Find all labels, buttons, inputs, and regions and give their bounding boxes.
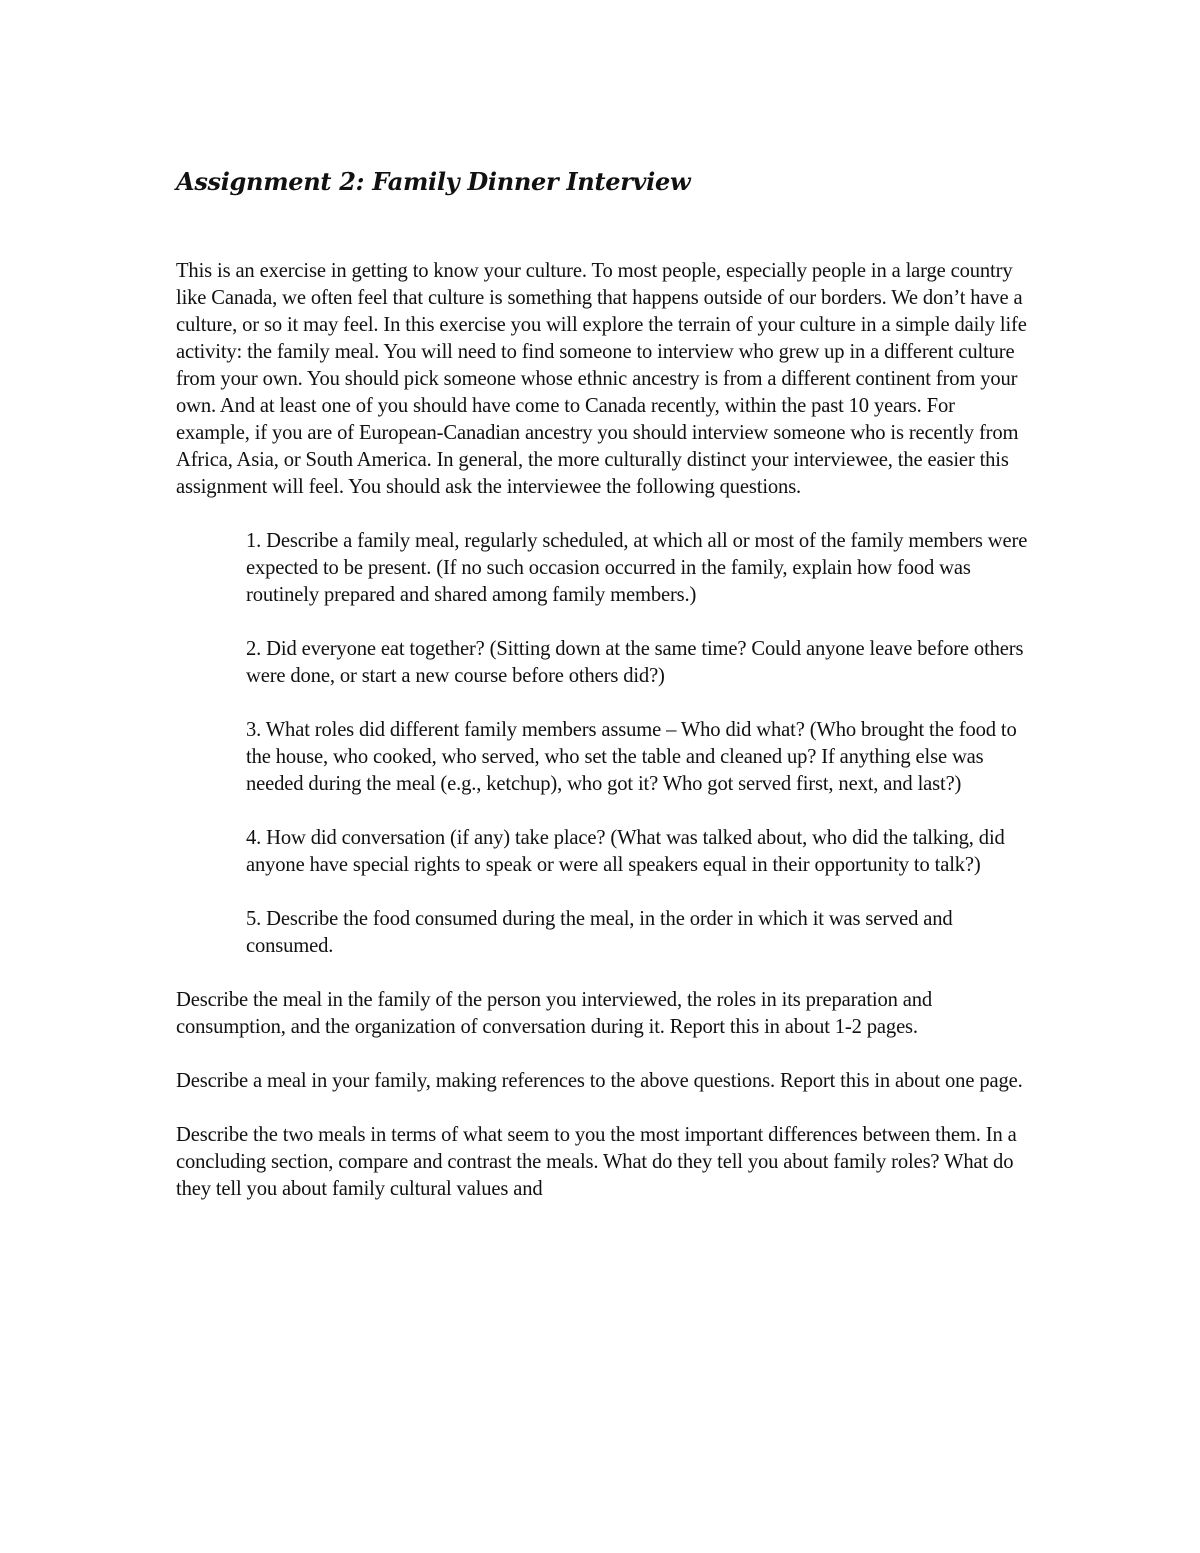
intro-paragraph: This is an exercise in getting to know your culture. To most people, especially people in a large country like Canada, we often feel that culture is something that happens outside of our borders. We don’t have a culture, or so it may feel. In this exercise you will explore the terrain of your culture in a simple daily life activity: the family meal. You will need to find someone to interview who grew up in a different culture from your own. You should pick someone whose ethnic ancestry is from a different continent from your own. And at least one of you should have come to Canada recently, within the past 10 years. For example, if you are of European-Canadian ancestry you should interview someone who is recently from Africa, Asia, or South America. In general, the more culturally distinct your interviewee, the easier this assignment will feel. You should ask the interviewee the following questions. bbox=[176, 260, 1027, 498]
closing-paragraph-interviewee-meal: Describe the meal in the family of the person you interviewed, the roles in its preparation and consumption, and the organization of conversation during it. Report this in about 1-2 pages. bbox=[176, 989, 933, 1038]
closing-paragraph-own-meal: Describe a meal in your family, making references to the above questions. Report this in about one page. bbox=[176, 1070, 1023, 1092]
document-body bbox=[176, 258, 1032, 1203]
list-item bbox=[246, 636, 1032, 690]
list-item bbox=[246, 528, 1032, 609]
list-item bbox=[246, 717, 1032, 798]
list-item bbox=[246, 906, 1032, 960]
interview-questions-list bbox=[176, 528, 1032, 960]
question-3: 3. What roles did different family members assume – Who did what? (Who brought the food to the house, who cooked, who served, who set the table and cleaned up? If anything else was needed during the meal (e.g., ketchup), who got it? Who got served first, next, and last?) bbox=[246, 719, 1017, 795]
question-4: 4. How did conversation (if any) take place? (What was talked about, who did the talking, did anyone have special rights to speak or were all speakers equal in their opportunity to talk?) bbox=[246, 827, 1005, 876]
question-2: 2. Did everyone eat together? (Sitting down at the same time? Could anyone leave before others were done, or start a new course before others did?) bbox=[246, 638, 1024, 687]
question-1: 1. Describe a family meal, regularly scheduled, at which all or most of the family members were expected to be present. (If no such occasion occurred in the family, explain how food was routinely prepared and shared among family members.) bbox=[246, 530, 1028, 606]
list-item bbox=[246, 825, 1032, 879]
document-title: Assignment 2: Family Dinner Interview bbox=[176, 167, 691, 196]
closing-paragraph-comparison: Describe the two meals in terms of what seem to you the most important differences between them. In a concluding section, compare and contrast the meals. What do they tell you about family roles? What do they tell you about family cultural values and bbox=[176, 1124, 1017, 1200]
question-5: 5. Describe the food consumed during the meal, in the order in which it was served and consumed. bbox=[246, 908, 953, 957]
